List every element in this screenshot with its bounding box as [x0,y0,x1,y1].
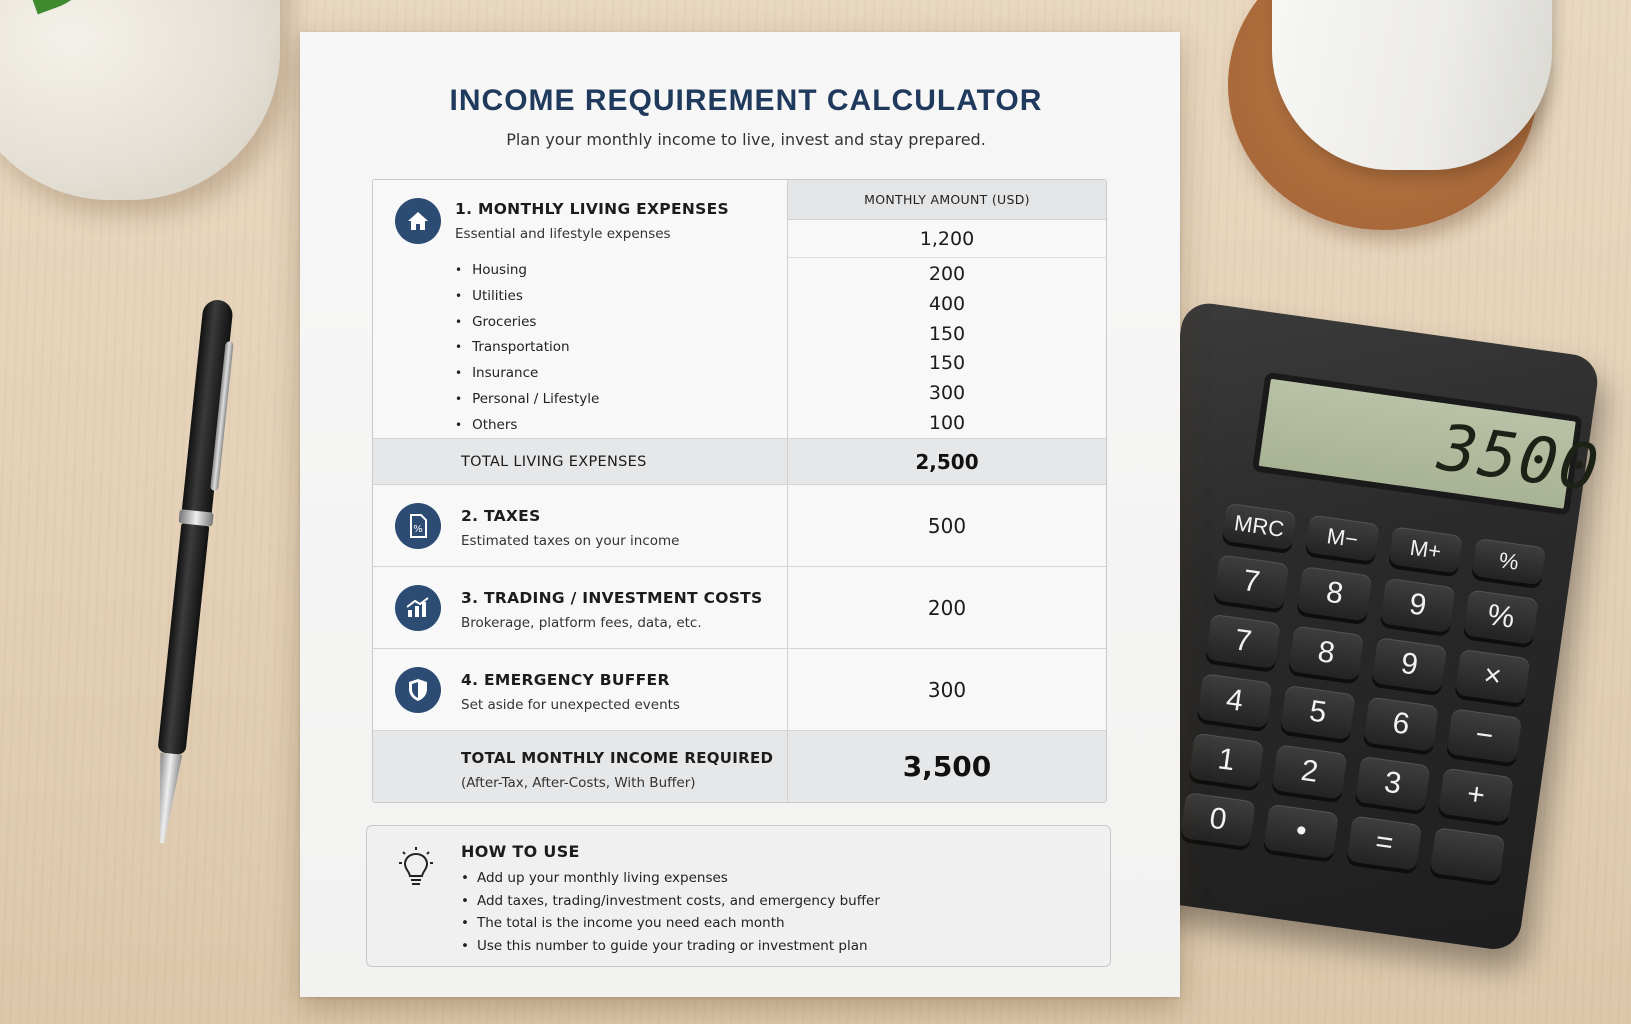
plant-pot [0,0,280,200]
pen [136,298,240,874]
calculator-screen [1252,372,1605,516]
amount-value: 500 [927,513,967,538]
document-title: INCOME REQUIREMENT CALCULATOR [449,84,1043,117]
section-title: 3. TRADING / INVESTMENT COSTS [461,589,763,607]
calculator-key: 7 [1214,554,1290,609]
amount-column-header: MONTHLY AMOUNT (USD) [788,180,1106,220]
list-item: • Others [455,413,729,439]
calculator-key: M+ [1388,526,1463,573]
calculator-key: 8 [1297,566,1373,621]
taxes-section [373,484,1106,566]
calculator-key: − [1446,708,1522,763]
calculator-key: 8 [1288,625,1364,680]
svg-text:%: % [413,524,423,535]
calculator-key: 7 [1205,614,1281,669]
calculator-key: • [1263,804,1339,859]
list-item: • Utilities [455,284,729,310]
calculator-key: + [1438,768,1514,823]
amount-value: 300 [927,677,967,702]
amount-value: 200 [928,263,966,285]
expense-list [455,258,729,439]
plant-leaf [26,0,90,14]
tax-document-icon [395,503,441,549]
calculator-key [1430,827,1506,882]
calculator-key: M− [1305,515,1380,562]
section-title: 4. EMERGENCY BUFFER [461,671,670,689]
grand-total-note: (After-Tax, After-Costs, With Buffer) [461,775,696,791]
calculator-key: 9 [1380,578,1456,633]
calculator-display: 3500 [1433,411,1605,507]
calculator-key: × [1455,649,1531,704]
shield-icon [395,667,441,713]
section-title: 2. TAXES [461,507,541,525]
list-item: • Transportation [455,335,729,361]
grand-total-amount: 3,500 [902,750,992,783]
section-title: 1. MONTHLY LIVING EXPENSES [455,200,729,218]
calculator-key: 9 [1372,637,1448,692]
section-description: Estimated taxes on your income [461,533,680,549]
calculator-key: 1 [1188,733,1264,788]
how-to-use-title: HOW TO USE [461,842,580,861]
how-to-use-box [366,825,1111,967]
total-living-label: TOTAL LIVING EXPENSES [373,439,788,484]
calculator-key: 2 [1272,744,1348,799]
calculator-key: = [1347,815,1423,870]
calculator-key: 5 [1280,685,1356,740]
house-icon [395,198,441,244]
amount-value: 150 [928,352,966,375]
amount-value: 400 [928,292,966,315]
plant-leaf [0,0,8,12]
living-expenses-section [373,180,1106,438]
calculator-key: % [1463,589,1539,644]
pen-tip [151,752,182,844]
list-item: • The total is the income you need each month [461,912,880,935]
grand-total-row [373,730,1106,802]
calculator-key: % [1471,538,1546,585]
trading-costs-section [373,566,1106,648]
living-total-row [373,438,1106,484]
list-item: • Housing [455,258,729,284]
grand-total-label: TOTAL MONTHLY INCOME REQUIRED [461,749,774,767]
amount-value: 300 [928,382,966,405]
calculator-key: 3 [1355,756,1431,811]
amount-value: 200 [927,595,967,620]
amount-value: 1,200 [788,220,1106,258]
total-living-amount: 2,500 [915,449,979,474]
calculator-keypad [1178,503,1603,904]
list-item: • Add up your monthly living expenses [461,867,880,890]
calculator-key: 6 [1363,697,1439,752]
calculator-key: MRC [1222,503,1297,550]
section-description: Essential and lifestyle expenses [455,226,671,242]
list-item: • Groceries [455,310,729,336]
lightbulb-icon [399,846,433,899]
list-item: • Use this number to guide your trading or investment plan [461,935,880,958]
calculator-key: 4 [1197,673,1273,728]
amount-value: 100 [928,411,966,434]
emergency-buffer-section [373,648,1106,730]
how-to-use-steps [461,867,880,957]
chart-growth-icon [395,585,441,631]
list-item: • Personal / Lifestyle [455,387,729,413]
pen-body [157,523,209,755]
income-table [372,179,1107,803]
worksheet-paper [300,32,1180,997]
document-subtitle: Plan your monthly income to live, invest and stay prepared. [506,130,986,149]
amount-value: 150 [928,322,966,345]
section-description: Brokerage, platform fees, data, etc. [461,615,702,631]
list-item: • Insurance [455,361,729,387]
section-description: Set aside for unexpected events [461,697,680,713]
calculator-key: 0 [1180,792,1256,847]
list-item: • Add taxes, trading/investment costs, and emergency buffer [461,890,880,913]
plant-leaf [107,0,155,5]
